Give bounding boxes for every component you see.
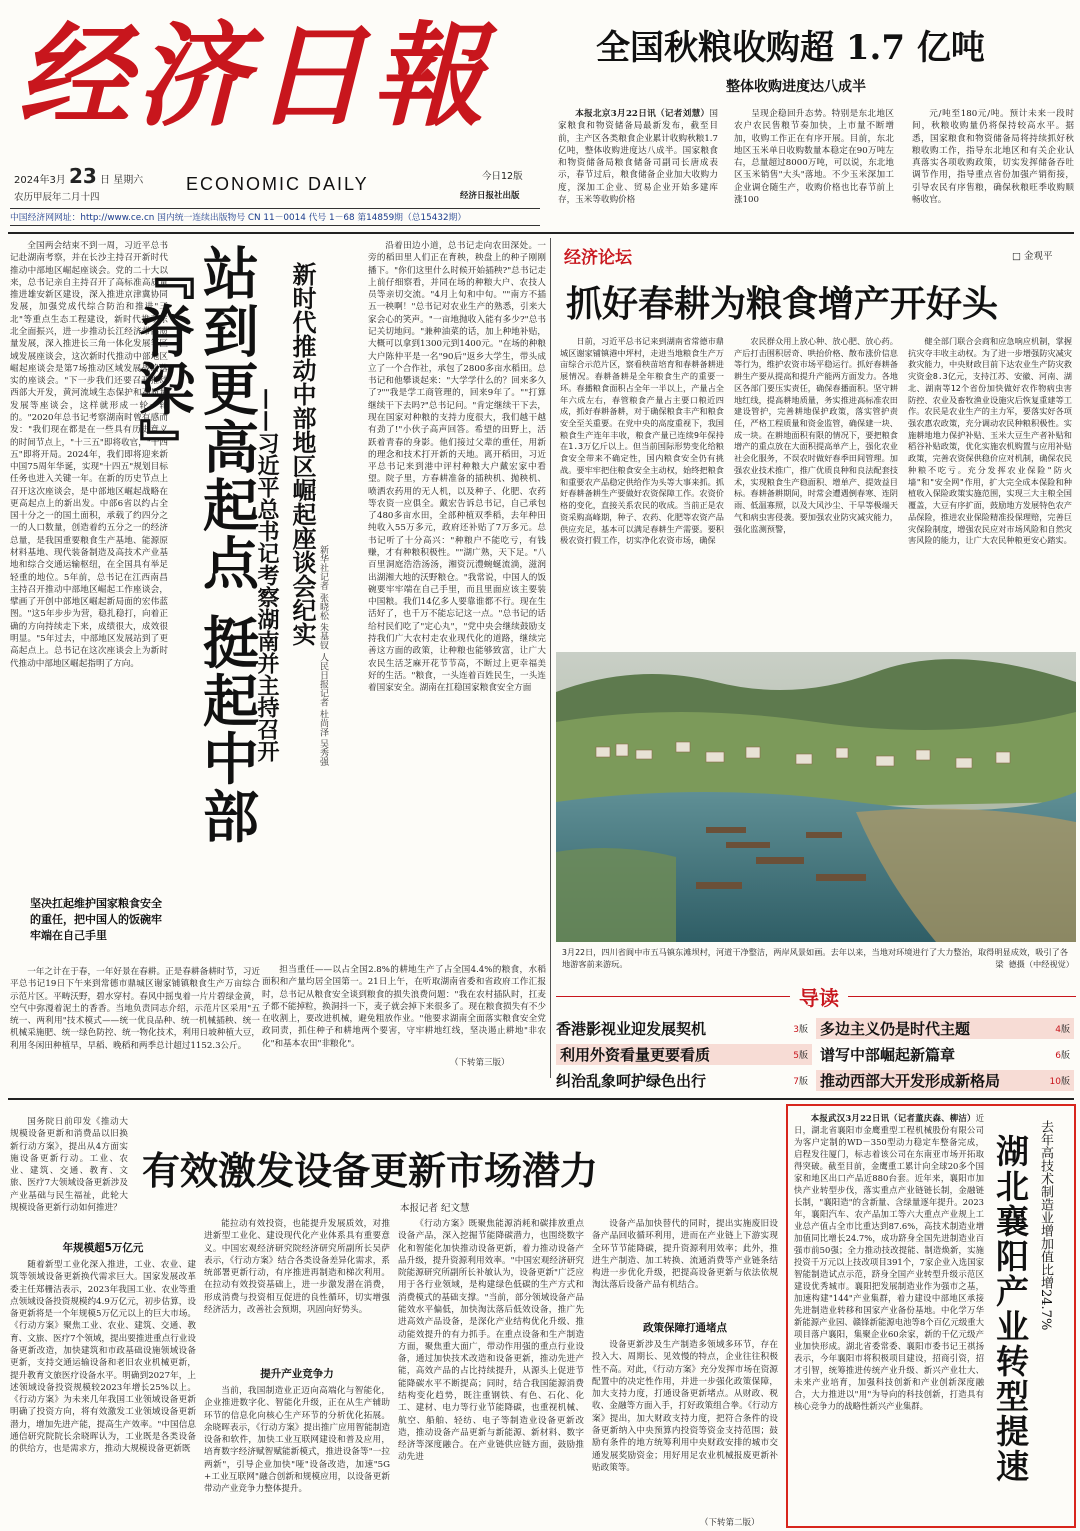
- equipment-body-3: 《行动方案》既聚焦能源消耗和碳排放重点设备产品，深入挖掘节能降碳潜力，也围绕数字化和智能化加快推动设备更新，着力推动设备产品升级，提升资源利用效率。"中国宏观经济研究院能源研究所副所长补敏认为，设备更新"广泛应用于各行业领域，是构建绿色低碳的生产方式和消费模式的基础支撑。"当前，部分领域设备产品能效水平偏低，加快淘汰落后低效设备，推广先进高效产品设备，是深化产业结构优化升级、推动能效提升的有力抓手。在重点设备和生产制造方面，聚焦重大面广，带动作用强的重点行业设备，通过加快技术改造和设备更新，推动先进产能，高效产品的占比持续提升，从源头上促进节能降碳水平不断提高；同时，结合我国能源消费结构变化趋势，既注重钢铁、有色、石化、化工、建材、电力等行业节能降碳，也重视机械、航空、船舶、轻纺、电子等制造业设备更新改造，推动设备产品更新与新能源、新材料、数字经济等深度融合。在产业链供应链方面，鼓励推动先进: [398, 1219, 584, 1463]
- equipment-col-3: [398, 1218, 584, 1528]
- top-headline: 全国秋粮收购超 1.7 亿吨: [596, 28, 985, 68]
- date-text: 2024年3月: [14, 175, 66, 186]
- equipment-subhead-2: 提升产业竞争力: [260, 1368, 334, 1380]
- forum-author: □ 金观平: [1012, 251, 1053, 262]
- guide-item-page: 6版: [1055, 1051, 1070, 1061]
- hubei-body-text: 近日，湖北省襄阳市金鹰重型工程机械股份有限公司为客户定制的WD－350型动力稳定车整备完成，启程发往厦门，标志着该公司在东南亚市场开拓取得突破。截至目前，金鹰重工累计向全球20多个国家和地区出口产品近880台套。近年来，襄阳市加快产业转型步伐，落实重点产业链链长制，金融链长制，"襄阳造"的含新量、含绿量逐年提升。2023年，襄阳汽车、农产品加工等六大重点产业规上工业总产值占全市比重达到87.6%，高技术制造业增加值同比增长24.7%，成功跻身全国先进制造业百强市前50强；全力推动技改提能、制造焕新，实施投资千万元以上技改项目391个，7家企业入选国家智能制造试点示范，跻身全国产业转型升级示范区建设优秀城市。襄阳把发展制造业作为强市之基，加速构建"144"产业集群，着力建设中部地区承接先进制造业转移和国家产业备份基地。中化学万华新能源产业园、赣锋新能源电池等8个百亿元级重大项目落户襄阳，集聚企业60余家，新的千亿元级产业加快形成。湖北省委常委、襄阳市委书记王祺扬表示，今年襄阳市将积极项目建设，招商引资，招才引智，统筹推进传统产业升级、新兴产业壮大、未来产业培育，加强科技创新和产业创新深度融合，大力推进以"用"为导向的科技创新，打造具有核心竞争力的战略性新兴产业集群。: [794, 1113, 984, 1412]
- equipment-intro: [10, 1116, 128, 1234]
- forum-body-1: 日前，习近平总书记来到湖南省常德市鼎城区谢家铺镇港中坪村，走进当地粮食生产万亩综合示范片区，察看秧苗培育和春耕备耕进展情况。春耕备耕是全年粮食生产的重要一环。春播粮食面积占全年一半以上，产量占全年六成左右，春管粮食产量占主要口粮近四成，抓好春耕备耕，对于确保粮食丰产和粮食安全至关重要。在党中央的高度重视下，我国粮食生产连年丰收，粮食产量已连续9年保持在1.3万亿斤以上。但当前国际形势变化给粮食安全带来不确定性，国内粮食安全仍有挑战。要牢牢把住粮食安全主动权，始终把粮食和重要农产品稳定供给作为头等大事来抓。抓好春耕备耕生产要做好农资保障工作。农资价格的变化，直接关系农民的收成。当前正是农资采购高峰期，种子、农药、化肥等农资产品供应充足，基本可以满足春耕生产需要。要积极农资打假工作，切实净化农资市场，确保: [560, 336, 724, 546]
- forum-headline: 抓好春耕为粮食增产开好头: [566, 283, 999, 325]
- lead-body-2: 沿着田边小道，总书记走向农田深处。一旁的稻田里人们正在育秧，秧盘上的种子刚刚播下。"你们这里什么时候开始插秧?"总书记走上前仔细察看，并同在场的种粮大户、农技人员等亲切交流。"4月上旬和中旬。""南方不插五一秧啊！"总书记对农业生产的熟悉，引来大家会心的笑声。"一亩地抛收入能有多少?"总书记关切地问。"兼种油菜的话，加上种地补贴，大概可以拿到1300元到1400元。"在场的种粮大户陈仲平是一名"90后"返乡大学生，带头成立了一个合作社，承包了2800多亩水稻田。总书记和他攀谈起来："大学学什么的？回来多久了?""我是学工商管理的，回来9年了。""打算继续干下去吗?"总书记问。"肯定继续干下去，现在国家对种粮的支持力度很大，我们越干越有劲了!"小伙子高声回答。希望的田野上，活跃着青春的身影。他们接过父辈的重任，用新的理念和技术打开新的天地。离开稻田，习近平总书记来到港中评村种粮大户戴宏家中看望。院子里，方春耕准备的插秧机、抛秧机、喷洒农药用的无人机，以及种子、化肥、农药等农资一应俱全。戴宏告诉总书记，自己承包了480多亩水田，全部种植双季稻，去年种田纯收入55万多元，政府还补贴了7万多元。总书记听了十分高兴："种粮户不能吃亏，有钱赚，才有种粮积极性。""湖广熟，天下足。"八百里洞庭浩浩汤汤，湘资沅澧蜿蜒流淌，滋润出湖湘大地的沃野粮仓。"我常说，中国人的饭碗要牢牢端在自己手里，而且里面应该主要装中国粮。我们14亿多人要靠谁都不行。现在生活好了，也千万不能忘记这一点。"总书记的话给村民们吃了"定心丸"，"党中央会继续鼓励支持我们广大农村走农业现代化的道路，继续完善这方面的政策，让种粮也能够致富，让广大农民生活芝麻开花节节高，不断过上更幸福美好的生活。"粮食，一头连着百姓民生，一头连着国家安全。湖南在扛稳国家粮食安全方面: [368, 241, 546, 694]
- masthead-logo: 经济日報: [18, 11, 490, 142]
- equipment-continued: （下转第二版）: [700, 1518, 760, 1528]
- photo-credit: 梁 德摄（中经视觉）: [995, 959, 1074, 970]
- equipment-body-2: 能拉动有效投资，也能提升发展质效，对推进新型工业化、建设现代化产业体系具有重要意义。中国宏观经济研究院经济研究所副所长吴萨表示，《行动方案》结合各类设备差异化需求，系统部署更新行动，有序推进再制造和梯次利用。在拉动有效投资基础上，进一步激发潜在消费，形成消费与投资相互促进的良性循环，切实增强经济活力，改善社会预期，巩固向好势头。: [204, 1219, 390, 1315]
- guide-item-page: 4版: [1055, 1025, 1070, 1035]
- publisher: 经济日报社出版: [460, 191, 520, 201]
- forum-body-3: 健全部门联合会商和应急响应机制，掌握抗灾夺丰收主动权。为了进一步增强防灾减灾救灾能力，中央财政目前下达农业生产防灾救灾资金8.3亿元，支持江苏、安徽、河南、湖北、湖南等12个省份加快做好农作物病虫害防控、农业及畜牧渔业设施灾后恢复重建等工作。农民是农业生产的主力军，要落实好各项强农惠农政策，充分调动农民种粮积极性。实施耕地地力保护补贴、玉米大豆生产者补贴和稻谷补贴政策，优化实施农机购置与应用补贴政策，完善农资保供稳价应对机制，确保农民种粮不吃亏。充分发挥农业保险"防火墙"和"安全网"作用，扩大完全成本保险和种植收入保险政策实施范围，实现三大主粮全国覆盖，大豆有序扩面，鼓励地方发展特色农产品保险，推进农业保险精准投保理赔，完善巨灾保险制度，增强农民应对市场风险和自然灾害风险的能力，让广大农民种粮更安心踏实。: [908, 336, 1072, 546]
- photo-caption: [562, 946, 1074, 971]
- equipment-byline: 本报记者 纪文慧: [400, 1203, 470, 1214]
- guide-item-2[interactable]: [816, 1018, 1074, 1039]
- forum-col-1: [560, 336, 724, 652]
- guide-item-3[interactable]: [556, 1044, 812, 1065]
- guide-item-5[interactable]: [556, 1070, 812, 1091]
- guide-item-page: 3版: [793, 1025, 808, 1035]
- lead-col-1b: [10, 966, 260, 1070]
- guide-item-4[interactable]: [816, 1044, 1074, 1065]
- photo-caption-text: 3月22日，四川省阆中市五马镇东滩坝村，河道干净整洁，两岸风景如画。去年以来，当地对环境进行了大力整治，取得明显成效，吸引了各地游客前来游玩。: [562, 947, 1069, 970]
- top-col-2: [734, 108, 894, 210]
- lead-continued: （下转第三版）: [450, 1058, 510, 1068]
- guide-title: 导读: [790, 982, 848, 1011]
- top-subhead: 整体收购进度达八成半: [726, 79, 866, 95]
- lead-title-main: 新时代推动中部地区崛起座谈会纪实: [288, 262, 317, 646]
- guide-item-6[interactable]: [816, 1070, 1074, 1091]
- lunar-date: 农历甲辰年二月十四: [14, 192, 100, 203]
- lead-title-sub: ——习近平总书记考察湖南并主持召开: [254, 388, 280, 762]
- equipment-body-1: 随着新型工业化深入推进，工业、农业、建筑等领域设备更新换代需求巨大。国家发展改革委主任郑栅洁表示，2023年我国工业、农业等重点领域设备投资规模约4.9万亿元，初步估算，设备更新将是一个年规模5万亿元以上的巨大市场。《行动方案》聚焦工业、农业、建筑、交通、教育、文旅、医疗7个领域，提出要推进重点行业设备更新改造，加快建筑和市政基础设施领域设备更新，支持交通运输设备和老旧农业机械更新，提升教育文旅医疗设备水平。明确到2027年，上述领域设备投资规模较2023年增长25%以上。《行动方案》为未来几年我国工业领域设备更新明确了投资方向，将有效激发工业领域设备更新潜力，增加先进产能，提高生产效率。"中国信息通信研究院院长余晓晖认为，工业既是各类设备的供给方，也是需求方，推动大规模设备更新既: [10, 1260, 196, 1455]
- lead-col-2: [368, 240, 546, 958]
- equipment-subhead-1: 年规模超5万亿元: [62, 1242, 144, 1254]
- lead-subhead: 坚决扛起维护国家粮食安全的重任，把中国人的饭碗牢牢端在自己手里: [30, 897, 162, 942]
- hubei-box: [786, 1104, 1076, 1528]
- guide-item-label: 多边主义仍是时代主题: [820, 1020, 971, 1038]
- guide-item-label: 纠治乱象呵护绿色出行: [556, 1072, 707, 1090]
- hubei-body: [794, 1112, 984, 1522]
- guide-item-page: 10版: [1049, 1077, 1070, 1087]
- date-day: 23: [69, 164, 97, 188]
- english-title: ECONOMIC DAILY: [186, 174, 369, 194]
- equipment-body-2b: 当前，我国制造业正迈向高端化与智能化，企业推进数字化、智能化升级，正在从生产辅助环节的信息化向核心生产环节的分析优化拓展。余晓晖表示，《行动方案》提出推广应用智能制造设备和软件，加快工业互联网建设和普及应用，培育数字经济赋智赋能新模式，推进设备等"一拉两新"，引导企业加快"哑"设备改造，加速"5G+工业互联网"融合创新和规模应用，以设备更新带动产业竞争力整体提升。: [204, 1386, 390, 1495]
- guide-item-label: 利用外资看量更要看质: [560, 1046, 711, 1064]
- top-body-2: 呈现企稳回升态势。特别是东北地区农户农民售粮节奏加快，上市量不断增加，收购工作正在有序开展。目前，东北地区玉米单日收购数量本稳定在90万吨左右，总量超过8000万吨，可以说，东北地区玉米销售"大头"落地。不少玉米深加工企业调仓随生产，收购价格也比春节前上涨100: [734, 109, 894, 205]
- equipment-subhead-3: 政策保障打通堵点: [643, 1322, 727, 1334]
- equipment-body-4b: 设备更新涉及生产制造多领域多环节，存在投入大、周期长、见效慢的特点，企业往往积极性不高。对此，《行动方案》充分发挥市场在资源配置中的决定性作用，并进一步强化政策保障，加大支持力度，打通设备更新堵点。从财政、税收、金融等方面入手，打好政策组合拳。《行动方案》提出，加大财政支持力度，把符合条件的设备更新纳入中央预算内投资等资金支持范围；鼓励有条件的地方统筹利用中央财政安排的城市交通发展奖励资金；用好用足农业机械报废更新补贴政策等。: [592, 1340, 778, 1473]
- forum-col-3: [908, 336, 1072, 652]
- top-body-1: 国家粮食和物资储备局最新发布，截至目前，主产区各类粮食企业累计收购秋粮1.7亿吨，整体收购进度达八成半。国家粮食和物资储备局粮食储备司副司长唐成表示，春节过后，粮食储备企业加大收购力度，深加工企业、贸易企业开始多建库存，玉米等收购价格: [558, 109, 718, 205]
- forum-body-2: 农民群众用上放心种、放心肥、放心药。产后打击围积居奇、哄抬价格、散布涨价信息等行为，维护农资市场平稳运行。抓好春耕备耕生产要从提高和提升产能两方面发力。各地区各部门要压实责任，确保春播面积。坚守耕地红线，提高耕地质量，务实推进高标准农田建设管护，完善耕地保护政策，落实管护责任，严格工程质量和资金监管，确保建一块、成一块。在耕地面积有限的情况下，要把粮食增产的重点放在大面积提高单产上，强化农业社会化服务，不误农时做好春季田间管理。加强农业技术推广，推广优质良种和良法配套技术，实现粮食生产稳面积、增单产、提效益目标。春耕备耕期间，时常会遭遇倒春寒、连阴雨、低温寡照，以及大风沙尘、干旱等极端天气和病虫害侵袭。要加强农业防灾减灾能力，强化监测预警，: [734, 336, 898, 534]
- top-story: [556, 0, 1076, 228]
- equipment-intro-text: 国务院日前印发《推动大规模设备更新和消费品以旧换新行动方案》，提出从4方面实施设备更新行动。工业、农业、建筑、交通、教育、文旅、医疗7大领域设备更新涉及产业基础与民生福祉，此轮大规模设备更新行动如何推进？: [10, 1117, 128, 1213]
- page-count: 今日12版: [482, 171, 523, 182]
- forum-tag: 经济论坛: [564, 248, 632, 268]
- equipment-body-4: 设备产品加快替代的同时，提出实施废旧设备产品回收循环利用，进而在产业链上下游实现全环节节能降碳，提升资源利用效率；此外，推进生产制造、加工转换、流通消费等产业链条结构进一步优化升级，把提高设备更新与依法依规淘汰落后设备产品有机结合。: [592, 1219, 778, 1291]
- masthead: [0, 0, 548, 205]
- lead-headline: 站到更高起点 挺起中部『脊梁』: [130, 244, 259, 846]
- lead-body-2b: 担当重任——以占全国2.8%的耕地生产了占全国4.4%的粮食，水稻面积和产量均居全国第一。21日上午，在听取湖南省委和省政府工作汇报时，总书记从粮食安全谈到粮食的损失浪费问题："我在农村插队时，扛麦子都不能掉粒，换洞抖一下，麦子就会掉下来很多了。现在粮食损失有不少在收割上，要改进机械，避免粗放作业。"他要求湖南全面落实粮食安全党政同责，抓住种子和耕地两个要害，守牢耕地红线，坚决遏止耕地"非农化"和基本农田"非粮化"。: [262, 965, 546, 1049]
- top-lead: 本报北京3月22日讯（记者刘慧）: [575, 109, 710, 119]
- hubei-lead: 本报武汉3月22日讯（记者董庆森、柳洁）: [810, 1113, 976, 1123]
- lead-reporters: 新华社记者 张晓松 朱基钗 人民日报记者 杜尚泽 吴秀强: [318, 545, 328, 767]
- river-village-photo: [556, 652, 1076, 942]
- equipment-col-4: [592, 1218, 778, 1530]
- hubei-subhead: 去年高技术制造业增加值比增24.7%: [1038, 1120, 1053, 1331]
- guide-item-label: 谱写中部崛起新篇章: [820, 1046, 956, 1064]
- guide-item-page: 7版: [793, 1077, 808, 1087]
- top-body-3: 元/吨至180元/吨。预计未来一段时间，秋粮收购量仍将保持较高水平。据悉，国家粮食和物资储备局将持续抓好秋粮收购工作，指导东北地区和有关企业认真落实各项收购政策，切实发挥储备吞吐调节作用，指导重点省份加强产销衔接，引导农民有序售粮，确保秋粮旺季收购顺畅收官。: [912, 109, 1074, 205]
- info-bar: 中国经济网网址：http://www.ce.cn 国内统一连续出版物号 CN 11－0014 代号 1－68 第14859期（总15432期）: [10, 208, 540, 226]
- top-col-3: [912, 108, 1074, 210]
- forum-col-2: [734, 336, 898, 652]
- top-col-1: [558, 108, 718, 210]
- lead-body-1b: 一年之计在于春，一年好景在春耕。正是春耕备耕时节，习近平总书记19日下午来到常德市鼎城区谢家铺镇粮食生产万亩综合示范片区。平畴沃野，碧水穿村。春风中摇曳着一片片碧绿金黄，空气中弥漫着泥土的香香。当地负责同志介绍，示范片区采用"五统一、两利用"技术模式——统一优良品种、统一机械插秧、统一机械采施肥、统一绿色防控、统一物化技术，利用日坡种植大豆，利用冬闲田种植早，早稻、晚稻和两季总计超过1152.3公斤。: [10, 967, 260, 1051]
- masthead-date: [14, 164, 143, 188]
- equipment-col-1: [10, 1234, 196, 1528]
- lead-col-2b: [262, 964, 546, 1056]
- guide-item-page: 5版: [793, 1051, 808, 1061]
- hubei-headline: 湖北襄阳产业转型提速: [991, 1134, 1030, 1484]
- lead-body-1a: 全国两会结束不到一周，习近平总书记赴湖南考察，并在长沙主持召开新时代推动中部地区崛起座谈会。党的二十大以来，总书记亲自主持召开了高标准高质量推进雄安新区建设，深入推进京津冀协同发展，加强党成代综合防治和推进"三北"等重点生态工程建设，新时代推动东北全面振兴，进一步推动长江经济带高质量发展，深入推进长三角一体化发展等区域发展座谈会，这次新时代推动中部地区崛起座谈会是第7场推动区域发展战略落实的座谈会。"下一步我们还要召开推动西部大开发，黄河流域生态保护和高质量发展等座谈会，这样就形成一轮一轮的。"2020年总书记考察湖南时曾有感而发："我们现在都是在一些具有历史意义的时间节点上，"十三五"即将收官，"十四五"即将开局。2024年，我们即将迎来新中国75周年华诞，实现"十四五"规划目标任务也进入关键一年。在新的历史节点上召开这次座谈会，是中部地区崛起战略在更高起点上的新出发。中部6省以约占全国十分之一的国土面积，承载了约四分之一的人口数量，创造着约五分之一的经济总量，是我国重要粮食生产基地、能源原材料基地、现代装备制造及高技术产业基地和综合交通运输枢纽，在全国具有举足轻重的地位。5年前，总书记在江西南昌主持召开推动中部地区崛起工作座谈会，擘画了开创中部地区崛起新局面的宏伟蓝图。"这5年步步为营，稳扎稳打，向着正确的方向持续走下来，成绩很大，成效很明显。"5年过去，中部地区发展站到了更高起点上。总书记在这次座谈会上为新时代推动中部地区崛起指明了方向。: [10, 241, 168, 669]
- guide-item-label: 香港影视业迎发展契机: [556, 1020, 707, 1038]
- guide-item-1[interactable]: [556, 1018, 812, 1039]
- equipment-headline: 有效激发设备更新市场潜力: [142, 1148, 599, 1193]
- equipment-col-2: [204, 1218, 390, 1530]
- news-photo: [556, 652, 1076, 942]
- guide-item-label: 推动西部大开发形成新格局: [820, 1072, 1001, 1090]
- weekday-text: 日 星期六: [100, 175, 144, 186]
